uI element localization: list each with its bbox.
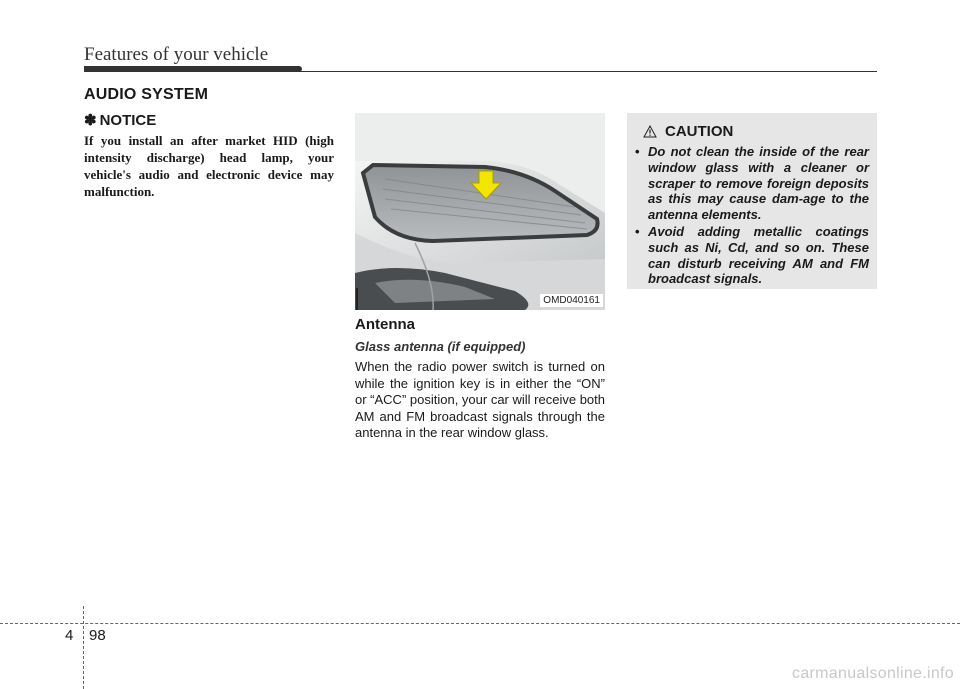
header-title: Features of your vehicle: [84, 44, 269, 65]
caution-box: [627, 113, 877, 289]
antenna-section: [355, 316, 605, 442]
antenna-title: Antenna: [355, 316, 415, 333]
caution-title: CAUTION: [665, 123, 734, 140]
page-number: 98: [89, 627, 106, 644]
caution-heading: [643, 123, 877, 140]
caution-item-text: Do not clean the inside of the rear window glass with a cleaner or scraper to remove foreign deposits as this may cause dam-age to the antenna elements.: [648, 144, 869, 223]
caution-item: • Do not clean the inside of the rear window glass with a cleaner or scraper to remove foreign deposits as this may cause dam-age to the antenna elements.: [635, 144, 869, 223]
notice-block: [84, 111, 334, 200]
section-title: AUDIO SYSTEM: [84, 86, 209, 103]
notice-heading: [84, 111, 334, 129]
footer-vertical-rule: [83, 606, 84, 689]
header-rule-line: [84, 71, 877, 72]
footer-rule: [0, 623, 960, 624]
warning-triangle-icon: [643, 125, 657, 138]
watermark: carmanualsonline.info: [792, 665, 954, 682]
caution-list: [635, 144, 869, 287]
rear-window-photo: [355, 113, 605, 310]
car-rear-window-illustration: [355, 113, 605, 310]
notice-star-icon: ✽: [84, 112, 97, 129]
antenna-subtitle: Glass antenna (if equipped): [355, 339, 526, 354]
notice-title: NOTICE: [99, 111, 157, 129]
chapter-number: 4: [65, 627, 74, 644]
header-rule: [84, 66, 877, 72]
notice-body: If you install an after market HID (high intensity discharge) head lamp, your vehicle's audio and electronic device may malfunction.: [84, 133, 334, 199]
figure-code: OMD040161: [540, 294, 603, 307]
caution-item: • Avoid adding metallic coatings such as Ni, Cd, and so on. These can disturb receiving AM and FM broadcast signals.: [635, 223, 869, 287]
antenna-body: When the radio power switch is turned on while the ignition key is in either the “ON” or “ACC” position, your car will receive both AM and FM broadcast signals through the antenna in the rear window glass.: [355, 359, 605, 440]
caution-item-text: Avoid adding metallic coatings such as Ni, Cd, and so on. These can disturb receiving AM and FM broadcast signals.: [648, 223, 869, 287]
